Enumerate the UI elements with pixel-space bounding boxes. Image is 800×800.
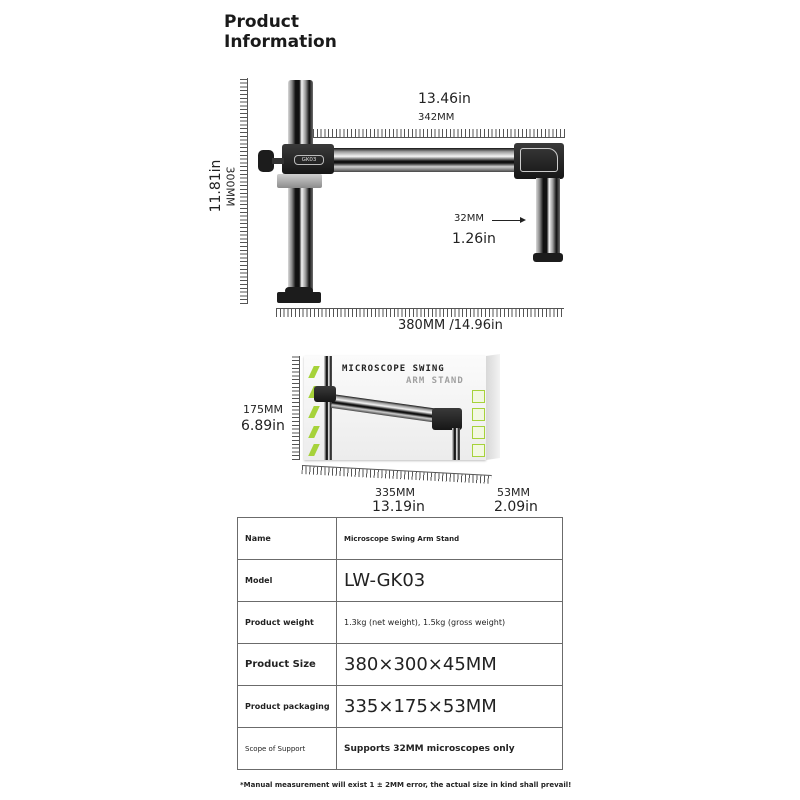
- box-clamp-graphic: [314, 386, 336, 402]
- table-row: [238, 686, 563, 728]
- height-in-label: 11.81in: [208, 159, 224, 213]
- box-height-mm-label: 175MM: [243, 403, 283, 416]
- holder-mm-label: [454, 213, 484, 224]
- feature-icon: [472, 426, 485, 439]
- box-title-line-1: MICROSCOPE SWING: [342, 364, 445, 374]
- box-depth-in-label: 2.09in: [494, 499, 538, 515]
- row-value-size: 380×300×45MM: [337, 644, 563, 686]
- package-box-side: [486, 354, 500, 460]
- knob-shaft: [272, 158, 284, 164]
- row-key-name: Name: [238, 518, 337, 560]
- base-width-ruler: [276, 308, 564, 317]
- base-width-label: 380MM /14.96in: [398, 318, 503, 333]
- holder-mm-text: 32MM: [454, 213, 484, 224]
- table-row: [238, 518, 563, 560]
- spec-table: [237, 517, 563, 770]
- arm-length-ruler: [313, 129, 565, 138]
- row-key-packaging: Product packaging: [238, 686, 337, 728]
- page-title: [224, 12, 337, 52]
- box-stripes: [308, 360, 320, 456]
- arm-length-mm-label: 342MM: [418, 112, 455, 123]
- row-key-size: Product Size: [238, 644, 337, 686]
- stripe: [308, 406, 320, 418]
- vertical-ruler: [240, 78, 248, 304]
- row-key-weight: Product weight: [238, 602, 337, 644]
- box-title-line-2: ARM STAND: [406, 376, 464, 386]
- package-box-front: [304, 356, 486, 460]
- box-height-in-label: 6.89in: [241, 418, 285, 434]
- holder-cap: [533, 253, 563, 262]
- post-collar: [277, 174, 322, 188]
- gk-badge: GK03: [294, 155, 324, 165]
- footnote: *Manual measurement will exist 1 ± 2MM error, the actual size in kind shall prevail!: [240, 781, 572, 789]
- box-length-mm-label: 335MM: [375, 486, 415, 499]
- table-row: [238, 644, 563, 686]
- stripe: [308, 426, 320, 438]
- holder-post: [536, 178, 560, 256]
- title-line-2: Information: [224, 32, 337, 52]
- arm-clamp-block: [282, 144, 334, 174]
- horizontal-arm: [330, 148, 518, 172]
- arm-length-in-label: 13.46in: [418, 91, 471, 107]
- table-row: [238, 728, 563, 770]
- stripe: [308, 444, 320, 456]
- table-row: [238, 560, 563, 602]
- table-row: [238, 602, 563, 644]
- box-holder-graphic: [452, 428, 460, 460]
- box-length-in-label: 13.19in: [372, 499, 425, 515]
- row-key-model: Model: [238, 560, 337, 602]
- holder-head-plate: [520, 148, 558, 172]
- box-head-graphic: [432, 408, 462, 430]
- feature-icon: [472, 408, 485, 421]
- row-value-model: LW-GK03: [337, 560, 563, 602]
- box-height-ruler: [292, 356, 300, 460]
- holder-in-label: 1.26in: [452, 231, 496, 247]
- feature-icon: [472, 390, 485, 403]
- base-foot-top: [285, 287, 313, 295]
- title-line-1: Product: [224, 12, 299, 32]
- box-depth-mm-label: 53MM: [497, 486, 530, 499]
- row-value-weight: 1.3kg (net weight), 1.5kg (gross weight): [337, 602, 563, 644]
- row-value-name: Microscope Swing Arm Stand: [337, 518, 563, 560]
- arrow-right-icon: [520, 217, 526, 223]
- height-mm-label: 300MM: [223, 166, 237, 207]
- box-length-ruler: [302, 465, 492, 484]
- holder-head: [514, 143, 564, 179]
- row-key-support: Scope of Support: [238, 728, 337, 770]
- row-value-packaging: 335×175×53MM: [337, 686, 563, 728]
- stripe: [308, 366, 320, 378]
- row-value-support: Supports 32MM microscopes only: [337, 728, 563, 770]
- feature-icon: [472, 444, 485, 457]
